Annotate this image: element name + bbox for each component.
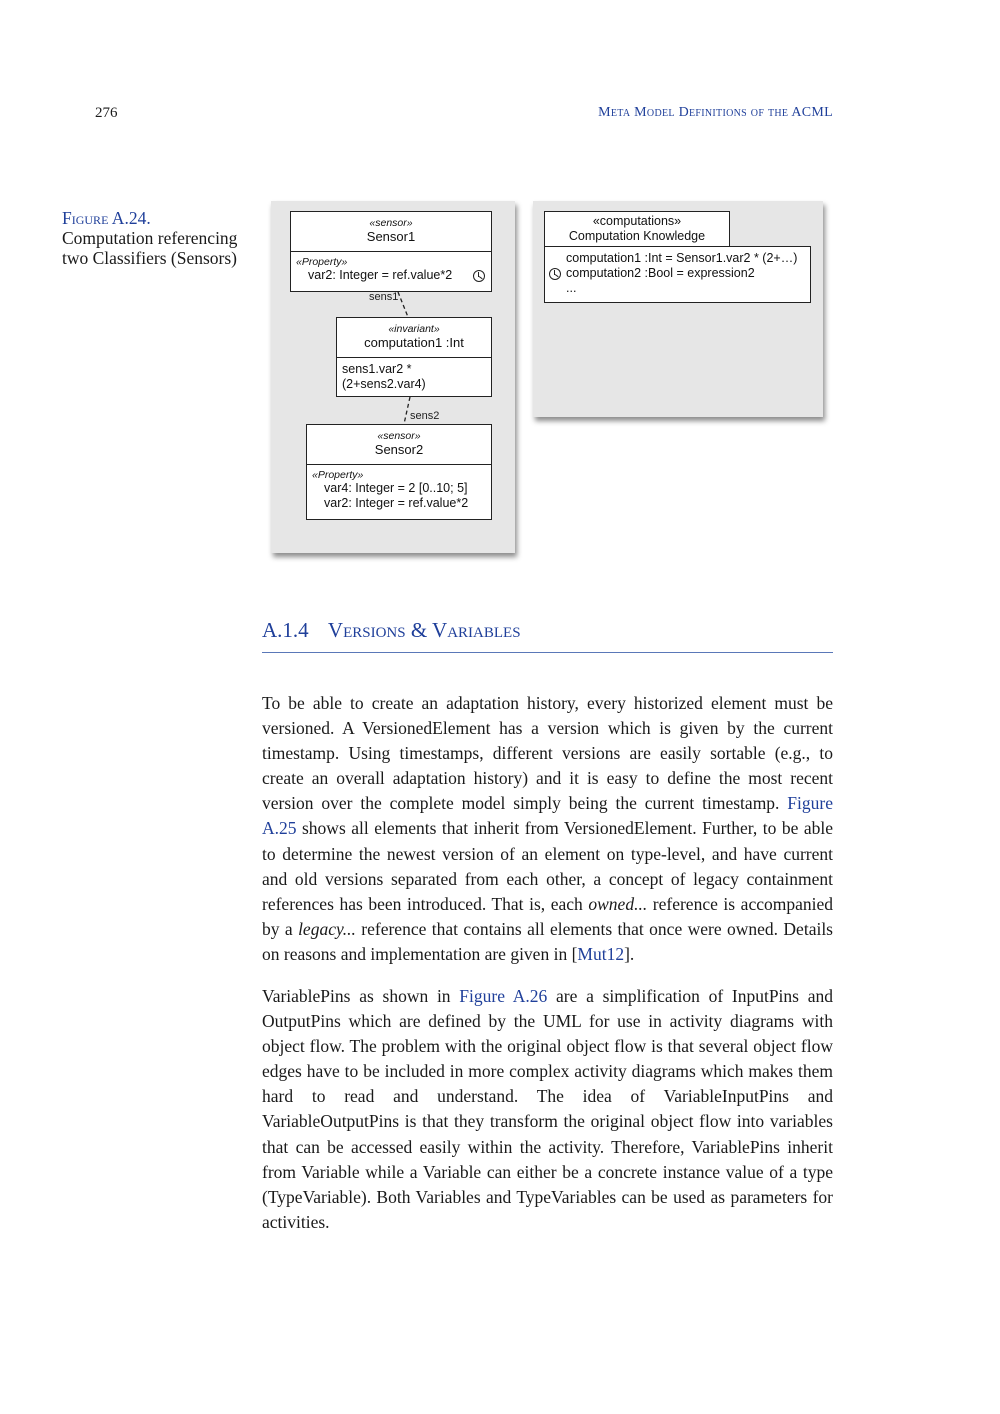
computation-item: computation2 :Bool = expression2 — [566, 266, 755, 280]
section-number: A.1.4 — [262, 618, 309, 642]
paragraph-text: reference that contains all elements that once were owned. Details on reasons and implementation are given in [ — [262, 918, 833, 964]
sensor2-stereotype: «sensor» — [377, 430, 421, 442]
computation-item: ... — [566, 281, 577, 295]
sensor2-property: var2: Integer = ref.value*2 — [324, 496, 469, 510]
body-paragraph — [262, 984, 833, 1235]
computation-item: computation1 :Int = Sensor1.var2 * (2+…) — [566, 251, 798, 265]
computations-package-body — [544, 246, 811, 303]
paragraph-text: VariablePins as shown in — [262, 986, 460, 1006]
sensor2-class — [306, 424, 492, 520]
edge-label-sens2: sens2 — [410, 410, 440, 422]
section-heading — [262, 618, 833, 653]
page-number: 276 — [95, 105, 118, 121]
connector-lines — [0, 0, 1000, 600]
emphasis-text: legacy... — [298, 918, 356, 939]
sensor1-class — [290, 211, 492, 292]
sensor1-stereotype: «sensor» — [369, 217, 413, 229]
invariant-name: computation1 :Int — [364, 335, 464, 350]
sensor2-name: Sensor2 — [374, 442, 424, 457]
edge-label-sens1: sens1 — [369, 291, 399, 303]
computations-name: Computation Knowledge — [568, 229, 706, 243]
sensor1-property-stereotype: «Property» — [296, 256, 348, 268]
sensor1-name: Sensor1 — [366, 229, 416, 244]
invariant-body-line: sens1.var2 * — [342, 362, 412, 376]
paragraph-text: are a simplification of InputPins and OutputPins which are defined by the UML for use in activity diagrams with object flow. The problem with the original object flow is that several object flow edges have to be included in more complex activity diagrams which makes them hard to read and understand. The idea of VariableInputPins and VariableOutputPins is that they transform the original object flow into variables that can be accessed easily within the activity. Therefore, VariablePins inherit from Variable while a Variable can either be a concrete instance value of a type (TypeVariable). Both Variables and TypeVariables can be used as parameters for activities. — [262, 986, 833, 1232]
paragraph-text: To be able to create an adaptation history, every historized element must be versioned. A VersionedElement has a version which is given by the current timestamp. Using timestamps, different versions are easily sortable (e.g., to create an overall adaptation history) and it is easy to define the most recent version over the complete model simply being the current timestamp. — [262, 693, 833, 814]
citation-link[interactable]: Mut12 — [577, 943, 625, 964]
sensor2-property-stereotype: «Property» — [312, 469, 364, 481]
invariant-body-line: (2+sens2.var4) — [342, 377, 426, 391]
paragraph-text: shows all elements that inherit from VersionedElement. Further, to be able to determine the newest version of an element on type-level, and have current and old versions separated from each other, a concept of legacy containment references has been introduced. That is, each — [262, 818, 833, 914]
clock-icon — [473, 270, 485, 282]
running-header: Meta Model Definitions of the ACML — [598, 105, 833, 120]
computations-stereotype: «computations» — [592, 214, 682, 228]
paragraph-text: ]. — [624, 943, 635, 964]
computations-package-tab — [544, 211, 730, 247]
figure-caption-text: Computation referencing two Classifiers (Sensors) — [62, 228, 238, 268]
sensor1-property: var2: Integer = ref.value*2 — [308, 268, 453, 282]
invariant-class — [336, 317, 492, 397]
body-paragraph — [262, 691, 833, 967]
figure-link[interactable]: Figure A.25 — [262, 793, 833, 839]
emphasis-text: owned... — [588, 893, 648, 914]
clock-icon — [549, 268, 561, 280]
section-title: Versions & Variables — [327, 618, 521, 642]
paragraph-text: reference is accompanied by a — [262, 893, 833, 939]
invariant-stereotype: «invariant» — [388, 323, 440, 335]
figure-label: Figure A.24. — [62, 208, 151, 228]
sensor2-property: var4: Integer = 2 [0..10; 5] — [324, 481, 468, 495]
figure-link[interactable]: Figure A.26 — [459, 986, 548, 1006]
